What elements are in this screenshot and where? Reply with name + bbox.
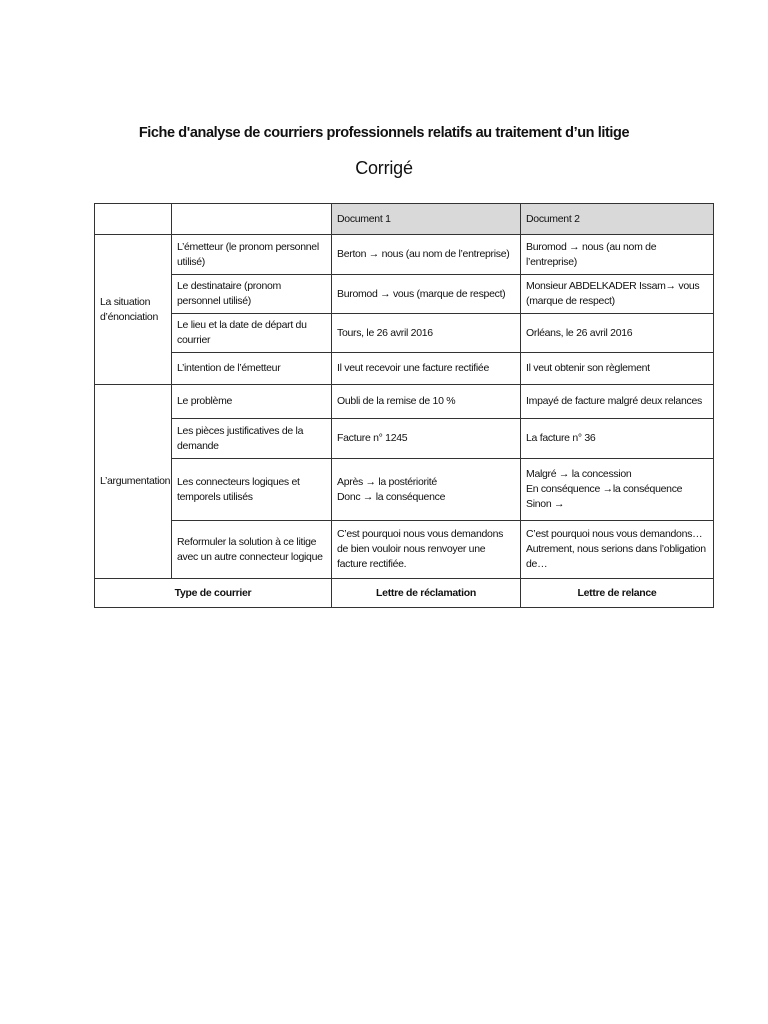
table-row xyxy=(95,275,714,314)
footer-document-1: Lettre de réclamation xyxy=(332,579,521,608)
section-label-line: L’argumentation xyxy=(100,475,171,487)
cell-line: Donc → la conséquence xyxy=(337,490,446,503)
document-2-cell: Impayé de facture malgré deux relances xyxy=(521,385,714,419)
document-1-cell: Berton → nous (au nom de l’entreprise) xyxy=(332,235,521,275)
section-label-argumentation xyxy=(95,385,172,579)
document-1-cell: Tours, le 26 avril 2016 xyxy=(332,314,521,353)
criterion-cell: L’intention de l’émetteur xyxy=(172,353,332,385)
table-row xyxy=(95,521,714,579)
criterion-cell: L’émetteur (le pronom personnel utilisé) xyxy=(172,235,332,275)
criterion-cell: Le lieu et la date de départ du courrier xyxy=(172,314,332,353)
document-2-cell: Orléans, le 26 avril 2016 xyxy=(521,314,714,353)
document-2-cell: La facture n° 36 xyxy=(521,419,714,459)
table-row xyxy=(95,353,714,385)
header-cell-empty-1 xyxy=(95,204,172,235)
document-1-cell: Buromod → vous (marque de respect) xyxy=(332,275,521,314)
table-row xyxy=(95,314,714,353)
table-footer-row xyxy=(95,579,714,608)
table-row xyxy=(95,235,714,275)
document-1-cell xyxy=(332,459,521,521)
header-document-2: Document 2 xyxy=(521,204,714,235)
header-document-1: Document 1 xyxy=(332,204,521,235)
criterion-cell: Le problème xyxy=(172,385,332,419)
criterion-cell: Le destinataire (pronom personnel utilisé) xyxy=(172,275,332,314)
table-row xyxy=(95,419,714,459)
document-2-cell: Buromod → nous (au nom de l’entreprise) xyxy=(521,235,714,275)
criterion-cell: Reformuler la solution à ce litige avec un autre connecteur logique xyxy=(172,521,332,579)
header-cell-empty-2 xyxy=(172,204,332,235)
criterion-cell: Les connecteurs logiques et temporels utilisés xyxy=(172,459,332,521)
table-header-row xyxy=(95,204,714,235)
document-1-cell: Oubli de la remise de 10 % xyxy=(332,385,521,419)
cell-line: Autrement, nous serions dans l’obligation de… xyxy=(526,543,706,570)
footer-label: Type de courrier xyxy=(95,579,332,608)
footer-document-2: Lettre de relance xyxy=(521,579,714,608)
document-1-cell: Il veut recevoir une facture rectifiée xyxy=(332,353,521,385)
table-row xyxy=(95,459,714,521)
cell-line: Sinon → xyxy=(526,498,565,510)
section-label-enonciation xyxy=(95,235,172,385)
document-2-cell xyxy=(521,459,714,521)
section-label-line: La situation xyxy=(100,295,151,308)
document-1-cell: C’est pourquoi nous vous demandons de bien vouloir nous renvoyer une facture rectifiée. xyxy=(332,521,521,579)
criterion-cell: Les pièces justificatives de la demande xyxy=(172,419,332,459)
cell-line: Après → la postériorité xyxy=(337,475,437,488)
cell-line: C’est pourquoi nous vous demandons… xyxy=(526,528,703,540)
document-title: Fiche d'analyse de courriers professionnels relatifs au traitement d’un litige xyxy=(138,125,630,141)
document-2-cell xyxy=(521,521,714,579)
analysis-table xyxy=(94,203,714,608)
document-2-cell: Monsieur ABDELKADER Issam→ vous (marque de respect) xyxy=(521,275,714,314)
document-subtitle: Corrigé xyxy=(355,158,413,178)
cell-line: Malgré → la concession xyxy=(526,468,632,480)
cell-line: En conséquence →la conséquence xyxy=(526,483,683,495)
section-label-line: d’énonciation xyxy=(100,310,158,323)
table-row xyxy=(95,385,714,419)
document-2-cell: Il veut obtenir son règlement xyxy=(521,353,714,385)
document-1-cell: Facture n° 1245 xyxy=(332,419,521,459)
